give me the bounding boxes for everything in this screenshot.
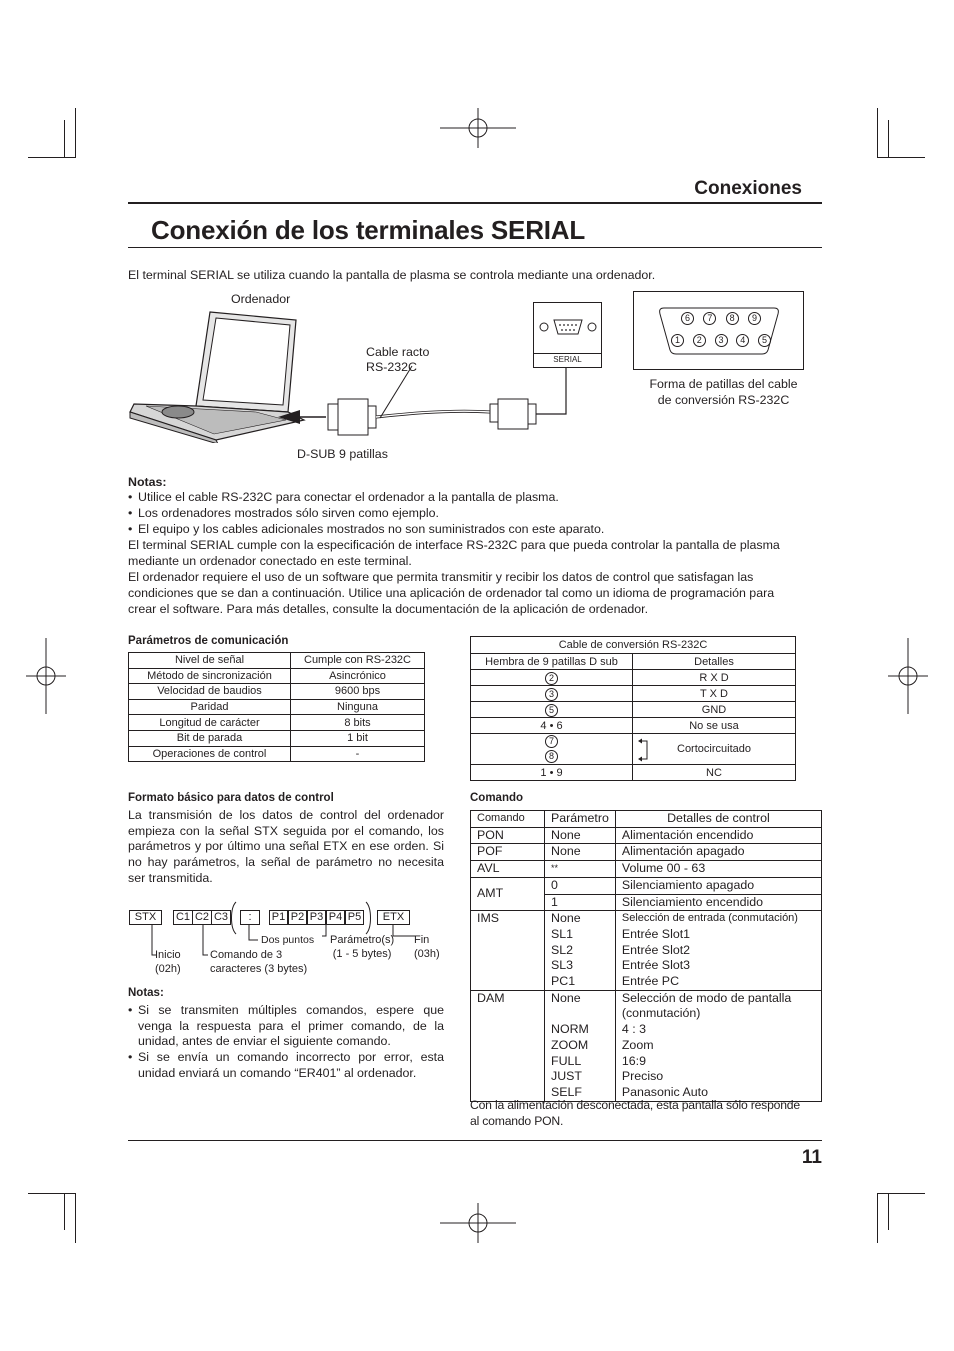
table-row: DAM None NORM ZOOM FULL JUST SELF Selección de modo de pantalla (conmutación) 4 : 3 Zoom 16:9 Preciso Panasonic Auto [471, 990, 822, 1101]
notes2-list [128, 1003, 444, 1082]
table-row: Longitud de carácter 8 bits [129, 715, 425, 731]
p4-box: P4 [326, 910, 345, 925]
list-item: • Los ordenadores mostrados sólo sirven como ejemplo. [128, 505, 604, 521]
list-item: • Utilice el cable RS-232C para conectar el ordenador a la pantalla de plasma. [128, 489, 604, 505]
etx-box: ETX [377, 910, 410, 925]
registration-mark-icon [888, 638, 928, 714]
pin-9: 9 [748, 312, 761, 325]
pins-bottom-row [671, 334, 771, 347]
pin-4: 4 [736, 334, 749, 347]
table-row: AMT 0 Silenciamiento apagado [471, 877, 822, 894]
list-item: • El equipo y los cables adicionales mostrados no son suministrados con este aparato. [128, 521, 604, 537]
table-row: IMS None SL1 SL2 SL3 PC1 Selección de entrada (conmutación) Entrée Slot1 Entrée Slot2 Entrée Slot3 Entrée PC [471, 911, 822, 991]
page-number: 11 [801, 1147, 822, 1168]
comm-heading: Parámetros de comunicación [128, 635, 289, 647]
serial-spec-paragraph: El terminal SERIAL cumple con la especificación de interface RS-232C para que pueda controlar la pantalla de plasma mediante un ordenador conectado en este terminal. El ordenador requiere el uso de un software que permita transmitir y recibir los datos de control que satisfagan las condiciones que se dan a continuación. Utilice una aplicación de ordenador tal como un idioma de programación para crear el software. Para más detalles, consulte la documentación de la aplicación de ordenador. [128, 538, 780, 616]
pins-top-row [681, 312, 761, 325]
short-circuit-bracket-icon [637, 737, 651, 763]
table-row: POF None Alimentación apagado [471, 844, 822, 861]
fin-label: Fin (03h) [414, 934, 440, 960]
serial-terminal [533, 302, 602, 368]
computer-label: Ordenador [231, 292, 291, 306]
command-heading: Comando [470, 792, 524, 804]
registration-mark-icon [440, 1203, 516, 1243]
registration-mark-icon [440, 108, 516, 148]
notes-list [128, 489, 604, 537]
table-row: Comando Parámetro Detalles de control [471, 811, 822, 828]
dos-puntos-label: Dos puntos [261, 934, 315, 946]
comm-table [128, 652, 425, 762]
format-text: La transmisión de los datos de control del ordenador empieza con la señal STX seguida por el comando, los parámetros y por último una señal ETX en ese orden. Si no hay parámetros, la señal de parámetro no necesita ser transmitida. [128, 808, 444, 885]
command-table [470, 810, 822, 1102]
pin-3: 3 [715, 334, 728, 347]
notes-heading: Notas: [128, 475, 167, 489]
section-title: Conexiones [694, 178, 802, 199]
list-item: • Si se envía un comando incorrecto por error, esta unidad enviará un comando “ER401” al ordenador. [128, 1050, 444, 1080]
parametro-label: Parámetro(s) (1 - 5 bytes) [330, 934, 395, 960]
dsub-label: D-SUB 9 patillas [297, 447, 388, 461]
intro-text: El terminal SERIAL se utiliza cuando la pantalla de plasma se controla mediante una ordenador. [128, 268, 656, 282]
colon-box: : [240, 910, 260, 925]
p2-box: P2 [288, 910, 307, 925]
table-row: Paridad Ninguna [129, 699, 425, 715]
pin-caption: Forma de patillas del cable de conversión RS-232C [649, 377, 798, 407]
footer-rule [128, 1140, 822, 1141]
table-row: AVL ** Volume 00 - 63 [471, 861, 822, 878]
table-row: Nivel de señal Cumple con RS-232C [129, 653, 425, 669]
p1-box: P1 [269, 910, 288, 925]
table-row: 4 • 6 No se usa [471, 718, 796, 734]
list-item: • Si se transmiten múltiples comandos, espere que venga la respuesta para el primer comando, de la unidad, antes de enviar el siguiente comando. [128, 1003, 444, 1049]
table-row: 5 GND [471, 702, 796, 718]
c2-box: C2 [192, 910, 212, 925]
comando-label: Comando de 3 caracteres (3 bytes) [210, 949, 308, 975]
table-row: 7 8 Cortocircuitado [471, 734, 796, 765]
table-row: Hembra de 9 patillas D sub Detalles [471, 654, 796, 670]
pin-2: 2 [693, 334, 706, 347]
pin-8: 8 [726, 312, 739, 325]
c1-box: C1 [173, 910, 193, 925]
header-rule [128, 202, 822, 204]
pin-5: 5 [758, 334, 771, 347]
table-row: 2 R X D [471, 670, 796, 686]
table-row: 3 T X D [471, 686, 796, 702]
p5-box: P5 [345, 910, 364, 925]
table-row: Bit de parada 1 bit [129, 730, 425, 746]
pin-6: 6 [681, 312, 694, 325]
p3-box: P3 [307, 910, 326, 925]
serial-label: SERIAL [534, 353, 601, 366]
pin-7: 7 [703, 312, 716, 325]
c3-box: C3 [211, 910, 231, 925]
cable-label: Cable racto RS-232C [366, 345, 430, 374]
table-row: 1 • 9 NC [471, 765, 796, 781]
table-row: PON None Alimentación encendido [471, 827, 822, 844]
serial-port-icon [538, 317, 598, 337]
pin-1: 1 [671, 334, 684, 347]
notes2-heading: Notas: [128, 987, 164, 999]
stx-box: STX [129, 910, 162, 925]
format-heading: Formato básico para datos de control [128, 792, 334, 804]
cable-table [470, 636, 796, 781]
registration-mark-icon [26, 638, 66, 714]
page-title: Conexión de los terminales SERIAL [151, 215, 586, 245]
table-row: 1 Silenciamiento encendido [471, 894, 822, 911]
table-row: Operaciones de control - [129, 746, 425, 762]
inicio-label: Inicio (02h) [155, 949, 181, 975]
table-row: Método de sincronización Asincrónico [129, 668, 425, 684]
table-row: Velocidad de baudios 9600 bps [129, 684, 425, 700]
title-rule [128, 247, 822, 248]
pin-layout-box [633, 291, 804, 370]
table-row: Cable de conversión RS-232C [471, 637, 796, 654]
command-footnote: Con la alimentación desconectada, esta pantalla sólo responde al comando PON. [470, 1098, 800, 1128]
